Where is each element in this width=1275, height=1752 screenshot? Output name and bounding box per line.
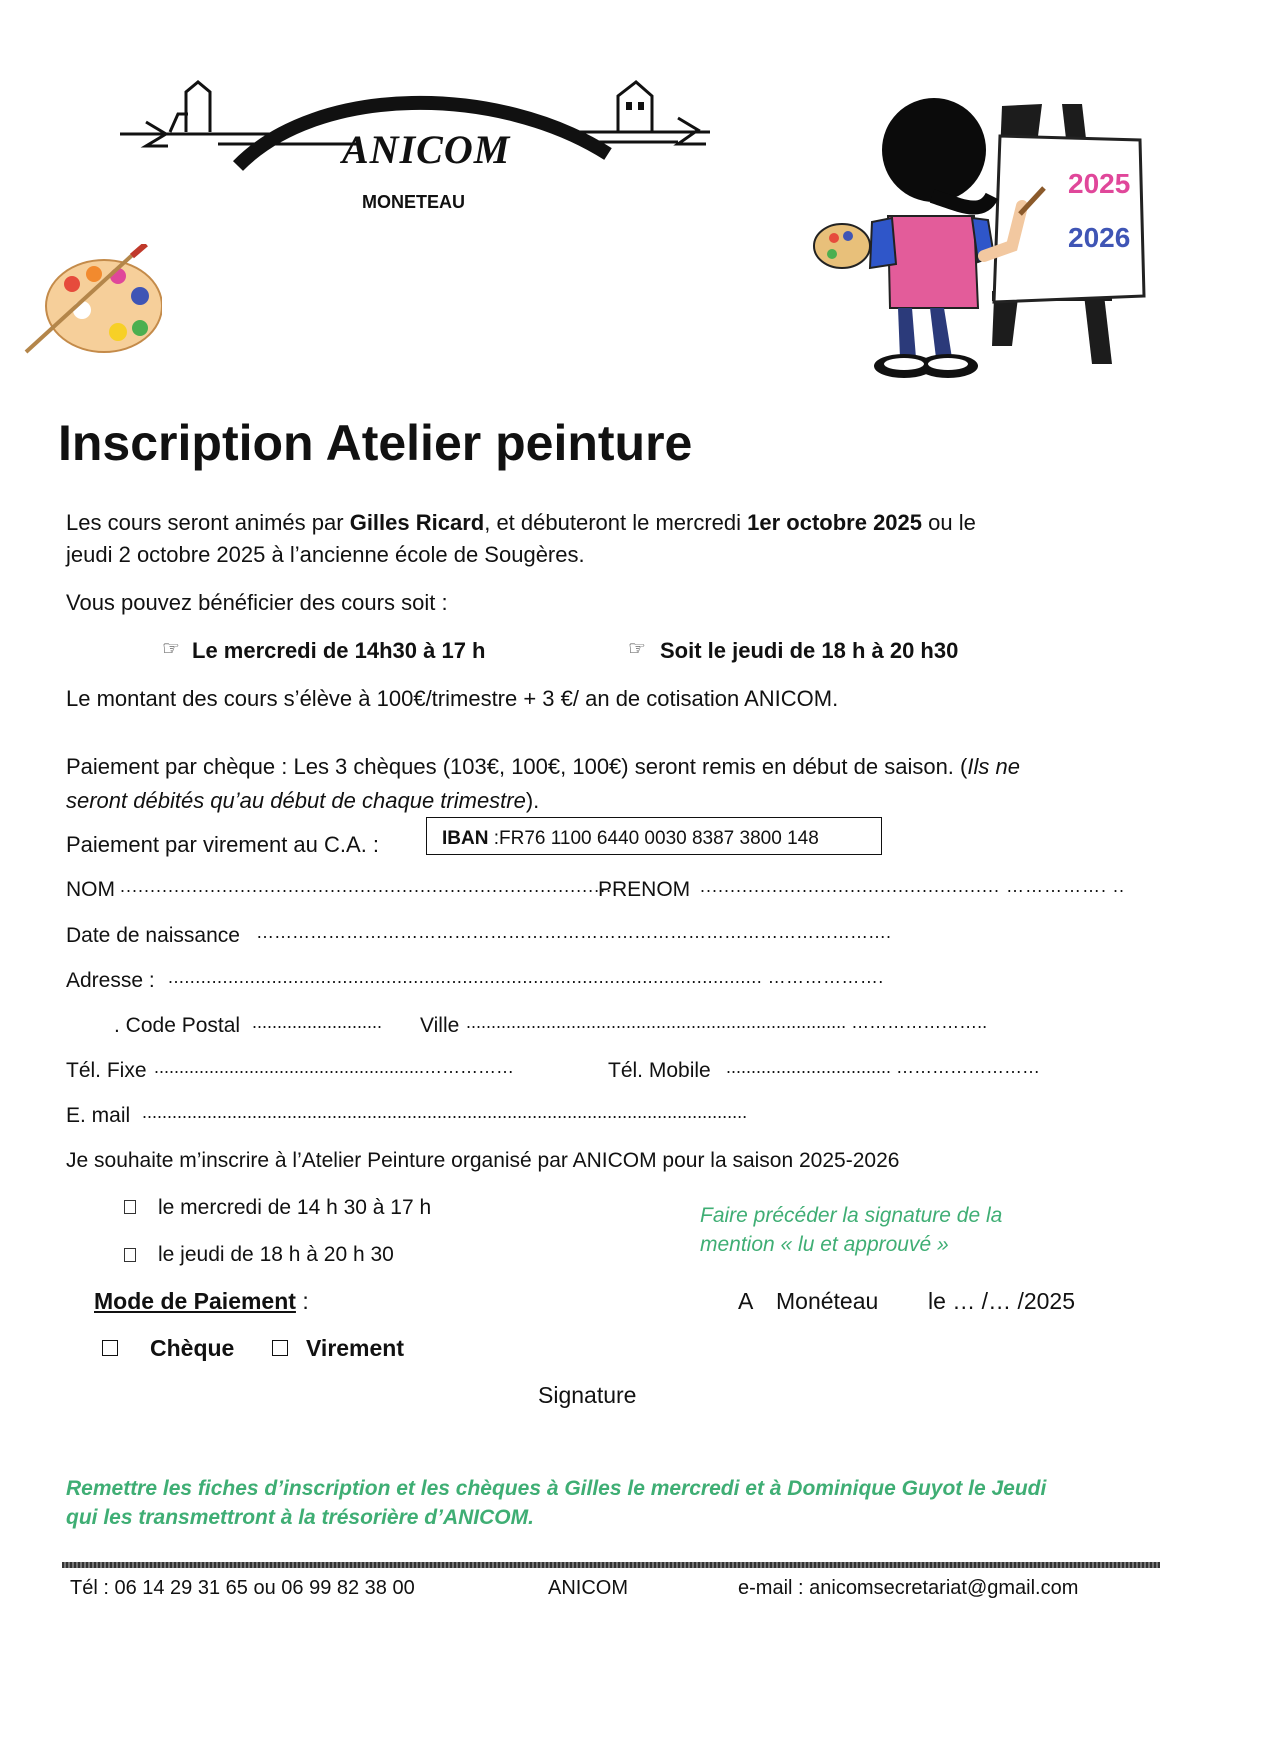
- wish-text: Je souhaite m’inscrire à l’Atelier Peinture organisé par ANICOM pour la saison 2025-2026: [66, 1149, 900, 1172]
- city-field[interactable]: ............................................................................ …………………..: [466, 1012, 988, 1032]
- footer-email[interactable]: e-mail : anicomsecretariat@gmail.com: [738, 1577, 1079, 1599]
- payment-mode-title: Mode de Paiement :: [94, 1288, 309, 1314]
- tel-mobile-field[interactable]: ................................. ……………………: [726, 1057, 1041, 1077]
- postal-field[interactable]: ..........................: [252, 1012, 383, 1032]
- option-thursday: Soit le jeudi de 18 h à 20 h30: [660, 638, 959, 663]
- logo-name: ANICOM: [342, 127, 511, 172]
- options-intro: Vous pouvez bénéficier des cours soit :: [66, 590, 448, 615]
- signature-note-1: Faire précéder la signature de la: [700, 1204, 1003, 1227]
- nom-label: NOM: [66, 878, 115, 901]
- prenom-label: PRENOM: [598, 878, 691, 901]
- place-date: le … /… /2025: [928, 1288, 1076, 1314]
- tel-mobile-label: Tél. Mobile: [608, 1059, 711, 1082]
- iban-text: IBAN :FR76 1100 6440 0030 8387 3800 148: [442, 828, 819, 849]
- year-1: 2025: [1068, 168, 1131, 199]
- page-title: Inscription Atelier peinture: [58, 415, 693, 471]
- virement-option-label: Virement: [306, 1335, 405, 1361]
- choice-wednesday-label: le mercredi de 14 h 30 à 17 h: [158, 1196, 432, 1219]
- footer-divider: [62, 1562, 1160, 1568]
- price-text: Le montant des cours s’élève à 100€/trimestre + 3 €/ an de cotisation ANICOM.: [66, 686, 839, 711]
- place-a: A: [738, 1288, 754, 1314]
- reminder-line-2: qui les transmettront à la trésorière d’ANICOM.: [66, 1506, 534, 1529]
- signature-note-2: mention « lu et approuvé »: [700, 1233, 949, 1256]
- cheque-option-label: Chèque: [150, 1335, 235, 1361]
- footer-org: ANICOM: [548, 1577, 628, 1599]
- palette-icon: [22, 244, 162, 364]
- place-city: Monéteau: [776, 1288, 879, 1314]
- choice-thursday-label: le jeudi de 18 h à 20 h 30: [158, 1243, 394, 1266]
- city-label: Ville: [420, 1014, 460, 1037]
- checkbox-virement[interactable]: [272, 1340, 288, 1356]
- birth-field[interactable]: …………………………………………………………………………………………….: [256, 922, 892, 942]
- prenom-field[interactable]: .................................................. ……………. ..: [700, 876, 1126, 896]
- intro-line-2: jeudi 2 octobre 2025 à l’ancienne école de Sougères.: [66, 542, 585, 567]
- pointing-hand-icon: ☞: [162, 638, 180, 660]
- pointing-hand-icon: ☞: [628, 638, 646, 660]
- option-wednesday: Le mercredi de 14h30 à 17 h: [192, 638, 486, 663]
- tel-fixed-field[interactable]: ......................................................……………: [154, 1057, 515, 1077]
- cheque-line-2: seront débités qu’au début de chaque trimestre).: [66, 788, 540, 813]
- start-date: 1er octobre 2025: [747, 510, 923, 535]
- checkbox-thursday[interactable]: [124, 1248, 136, 1262]
- email-label: E. mail: [66, 1104, 131, 1127]
- nom-field[interactable]: ...................................................................................: [120, 876, 619, 896]
- transfer-label: Paiement par virement au C.A. :: [66, 832, 380, 857]
- cheque-line-1: Paiement par chèque : Les 3 chèques (103€, 100€, 100€) seront remis en début de saison. (Ils ne: [66, 754, 1020, 779]
- birth-label: Date de naissance: [66, 924, 240, 947]
- checkbox-wednesday[interactable]: [124, 1200, 136, 1214]
- address-field[interactable]: ............................................................................................................. ……………….: [168, 967, 884, 987]
- logo-subtitle: MONETEAU: [362, 192, 465, 212]
- signature-label: Signature: [538, 1382, 637, 1408]
- postal-label: . Code Postal: [114, 1014, 241, 1037]
- footer-tel: Tél : 06 14 29 31 65 ou 06 99 82 38 00: [70, 1577, 415, 1599]
- tel-fixed-label: Tél. Fixe: [66, 1059, 147, 1082]
- email-field[interactable]: .........................................................................................................................: [142, 1102, 748, 1122]
- address-label: Adresse :: [66, 969, 155, 992]
- intro-line-1: Les cours seront animés par Gilles Ricard, et débuteront le mercredi 1er octobre 2025 ou le: [66, 510, 976, 535]
- reminder-line-1: Remettre les fiches d’inscription et les chèques à Gilles le mercredi et à Dominique Guyot le Jeudi: [66, 1477, 1047, 1500]
- painter-girl-icon: [812, 96, 1152, 416]
- year-2: 2026: [1068, 222, 1131, 253]
- teacher-name: Gilles Ricard: [349, 510, 485, 535]
- checkbox-cheque[interactable]: [102, 1340, 118, 1356]
